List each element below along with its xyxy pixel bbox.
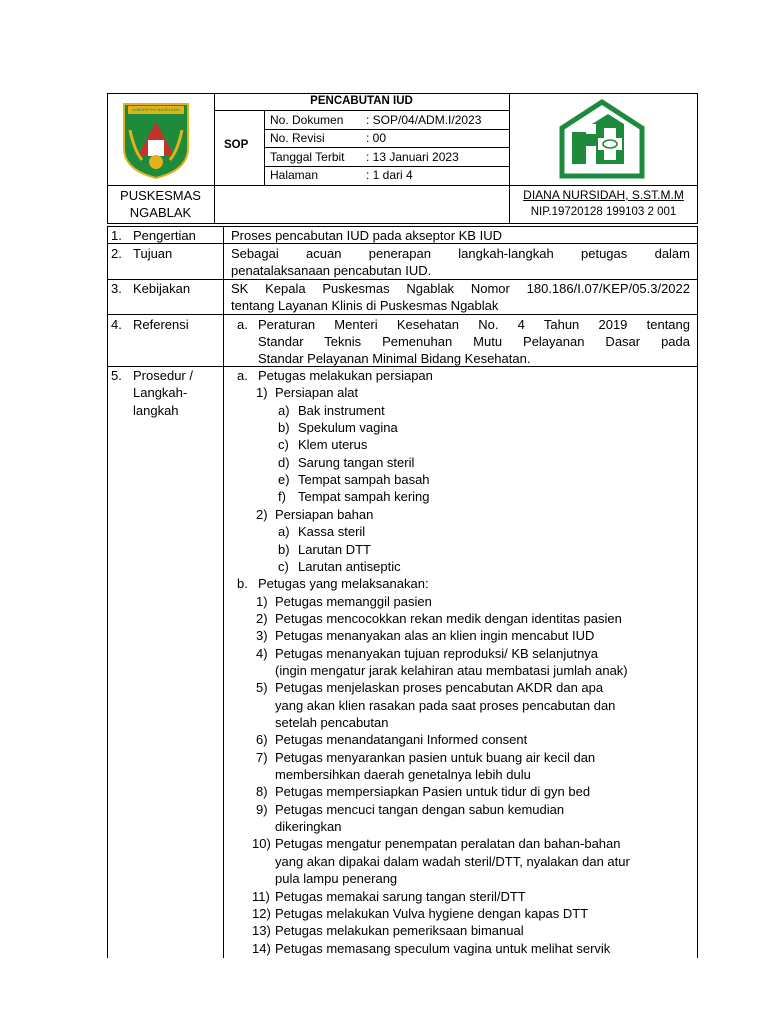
logo-lettering: KABUPATEN MAGELANG (132, 107, 180, 112)
procedure-step-text: yang akan klien rasakan pada saat proses pencabutan dan (275, 697, 616, 713)
procedure-step-text: Petugas memasang speculum vagina untuk melihat servik (275, 940, 611, 956)
list-marker: 14) (252, 940, 271, 956)
list-marker: 1) (256, 593, 268, 609)
row-text-referensi-line1: Peraturan Menteri Kesehatan No. 4 Tahun 2019 tentang (258, 317, 690, 332)
field-halaman-label: Halaman (270, 168, 319, 182)
row-text-tujuan-line2: penatalaksanaan pencabutan IUD. (231, 263, 432, 278)
row-number: 3. (111, 281, 122, 296)
list-marker: d) (278, 454, 290, 470)
list-marker: a) (278, 524, 290, 540)
row-text-referensi-line2: Standar Teknis Pemenuhan Mutu Pelayanan Dasar pada (258, 334, 690, 349)
list-marker: 11) (252, 888, 270, 904)
puskesmas-logo (556, 98, 648, 180)
procedure-step-text: Petugas mempersiapkan Pasien untuk tidur di gyn bed (275, 784, 591, 800)
procedure-step-text: Petugas yang melaksanakan: (258, 576, 429, 592)
list-marker: 2) (256, 506, 268, 522)
field-halaman-value: : 1 dari 4 (366, 168, 413, 182)
procedure-step-text: Tempat sampah basah (298, 472, 430, 488)
list-marker: b) (278, 541, 290, 557)
row-text-kebijakan-line2: tentang Layanan Klinis di Puskesmas Ngablak (231, 298, 499, 313)
procedure-step-text: Petugas menanyakan tujuan reproduksi/ KB selanjutnya (275, 645, 599, 661)
procedure-step-text: Larutan antiseptic (298, 558, 401, 574)
row-text-tujuan-line1: Sebagai acuan penerapan langkah-langkah petugas dalam (231, 246, 690, 261)
procedure-step-text: Larutan DTT (298, 541, 371, 557)
procedure-step-text: Petugas melakukan Vulva hygiene dengan kapas DTT (275, 905, 589, 921)
row-text-pengertian: Proses pencabutan IUD pada akseptor KB IUD (231, 228, 502, 243)
procedure-step-text: Petugas mengatur penempatan peralatan dan bahan-bahan (275, 836, 621, 852)
procedure-step-text: Persiapan alat (275, 385, 359, 401)
field-no-revisi-label: No. Revisi (270, 131, 325, 145)
list-marker: b. (237, 576, 248, 592)
procedure-step-text: (ingin mengatur jarak kelahiran atau membatasi jumlah anak) (275, 662, 628, 678)
row-number: 5. (111, 368, 122, 383)
row-label-prosedur: Prosedur / (133, 368, 193, 383)
list-marker: 4) (256, 645, 268, 661)
field-no-dokumen-value: : SOP/04/ADM.I/2023 (366, 113, 482, 127)
row-label-referensi: Referensi (133, 317, 189, 332)
procedure-step-text: Tempat sampah kering (298, 489, 430, 505)
procedure-step-text: Petugas menjelaskan proses pencabutan AKDR dan apa (275, 680, 604, 696)
list-marker: 12) (252, 905, 271, 921)
header-divider (107, 185, 698, 186)
procedure-list (224, 367, 696, 957)
list-marker: a) (278, 402, 290, 418)
field-no-dokumen-label: No. Dokumen (270, 113, 344, 127)
signer-nip: NIP.19720128 199103 2 001 (530, 206, 677, 218)
procedure-step-text: yang akan dipakai dalam wadah steril/DTT, nyalakan dan atur (275, 853, 630, 869)
row-number: 4. (111, 317, 122, 332)
list-marker: 1) (256, 385, 268, 401)
list-marker: 2) (256, 610, 268, 626)
list-marker: 10) (252, 836, 271, 852)
procedure-step-text: Kassa steril (298, 524, 366, 540)
list-marker: 6) (256, 732, 268, 748)
document-title: PENCABUTAN IUD (310, 95, 413, 107)
row-number: 1. (111, 228, 122, 243)
list-marker: 8) (256, 784, 268, 800)
org-name-line1: PUSKESMAS (120, 188, 201, 203)
row-number: 2. (111, 246, 122, 261)
list-marker: b) (278, 420, 290, 436)
row-label-tujuan: Tujuan (133, 246, 173, 261)
signer-name: DIANA NURSIDAH, S.ST.M.M (523, 188, 684, 202)
procedure-step-text: Petugas melakukan persiapan (258, 368, 433, 383)
list-marker: a. (237, 317, 248, 332)
list-marker: e) (278, 472, 290, 488)
procedure-step-text: Petugas mencocokkan rekan medik dengan identitas pasien (275, 610, 622, 626)
kabupaten-logo (120, 100, 192, 180)
row-label-prosedur: langkah (133, 403, 179, 418)
procedure-step-text: Bak instrument (298, 402, 385, 418)
row-divider (107, 314, 698, 315)
procedure-step-text: Sarung tangan steril (298, 454, 415, 470)
list-marker: 13) (252, 923, 271, 939)
procedure-step-text: membersihkan daerah genetalnya lebih dulu (275, 767, 531, 783)
org-name-line2: NGABLAK (129, 205, 192, 220)
list-marker: 3) (256, 628, 268, 644)
list-marker: f) (278, 489, 286, 505)
sop-label: SOP (224, 139, 249, 151)
procedure-step-text: Petugas mencuci tangan dengan sabun kemudian (275, 801, 565, 817)
procedure-step-text: setelah pencabutan (275, 715, 389, 730)
procedure-step-text: Petugas menyarankan pasien untuk buang air kecil dan (275, 749, 596, 765)
procedure-step-text: Petugas menanyakan alas an klien ingin mencabut IUD (275, 628, 595, 644)
row-text-kebijakan-line1: SK Kepala Puskesmas Ngablak Nomor 180.186/I.07/KEP/05.3/2022 (231, 281, 690, 296)
list-marker: 9) (256, 801, 268, 817)
field-no-revisi-value: : 00 (366, 131, 387, 145)
procedure-step-text: dikeringkan (275, 819, 342, 835)
field-tanggal-label: Tanggal Terbit (270, 150, 345, 164)
list-marker: c) (278, 558, 289, 574)
row-text-referensi-line3: Standar Pelayanan Minimal Bidang Kesehatan. (258, 351, 531, 366)
procedure-step-text: Klem uterus (298, 437, 368, 453)
list-marker: c) (278, 437, 289, 453)
procedure-step-text: Petugas menandatangani Informed consent (275, 732, 528, 748)
procedure-step-text: Persiapan bahan (275, 506, 374, 522)
list-marker: 7) (256, 749, 268, 765)
procedure-step-text: Spekulum vagina (298, 420, 398, 436)
row-label-pengertian: Pengertian (133, 228, 196, 243)
field-tanggal-value: : 13 Januari 2023 (366, 150, 459, 164)
procedure-step-text: pula lampu penerang (275, 871, 398, 887)
header-divider (214, 93, 215, 224)
row-label-kebijakan: Kebijakan (133, 281, 191, 296)
list-marker: a. (237, 368, 248, 383)
procedure-step-text: Petugas memanggil pasien (275, 593, 432, 609)
procedure-step-text: Petugas memakai sarung tangan steril/DTT (275, 888, 526, 904)
list-marker: 5) (256, 680, 268, 696)
row-label-prosedur: Langkah- (133, 385, 188, 400)
procedure-step-text: Petugas melakukan pemeriksaan bimanual (275, 923, 524, 939)
